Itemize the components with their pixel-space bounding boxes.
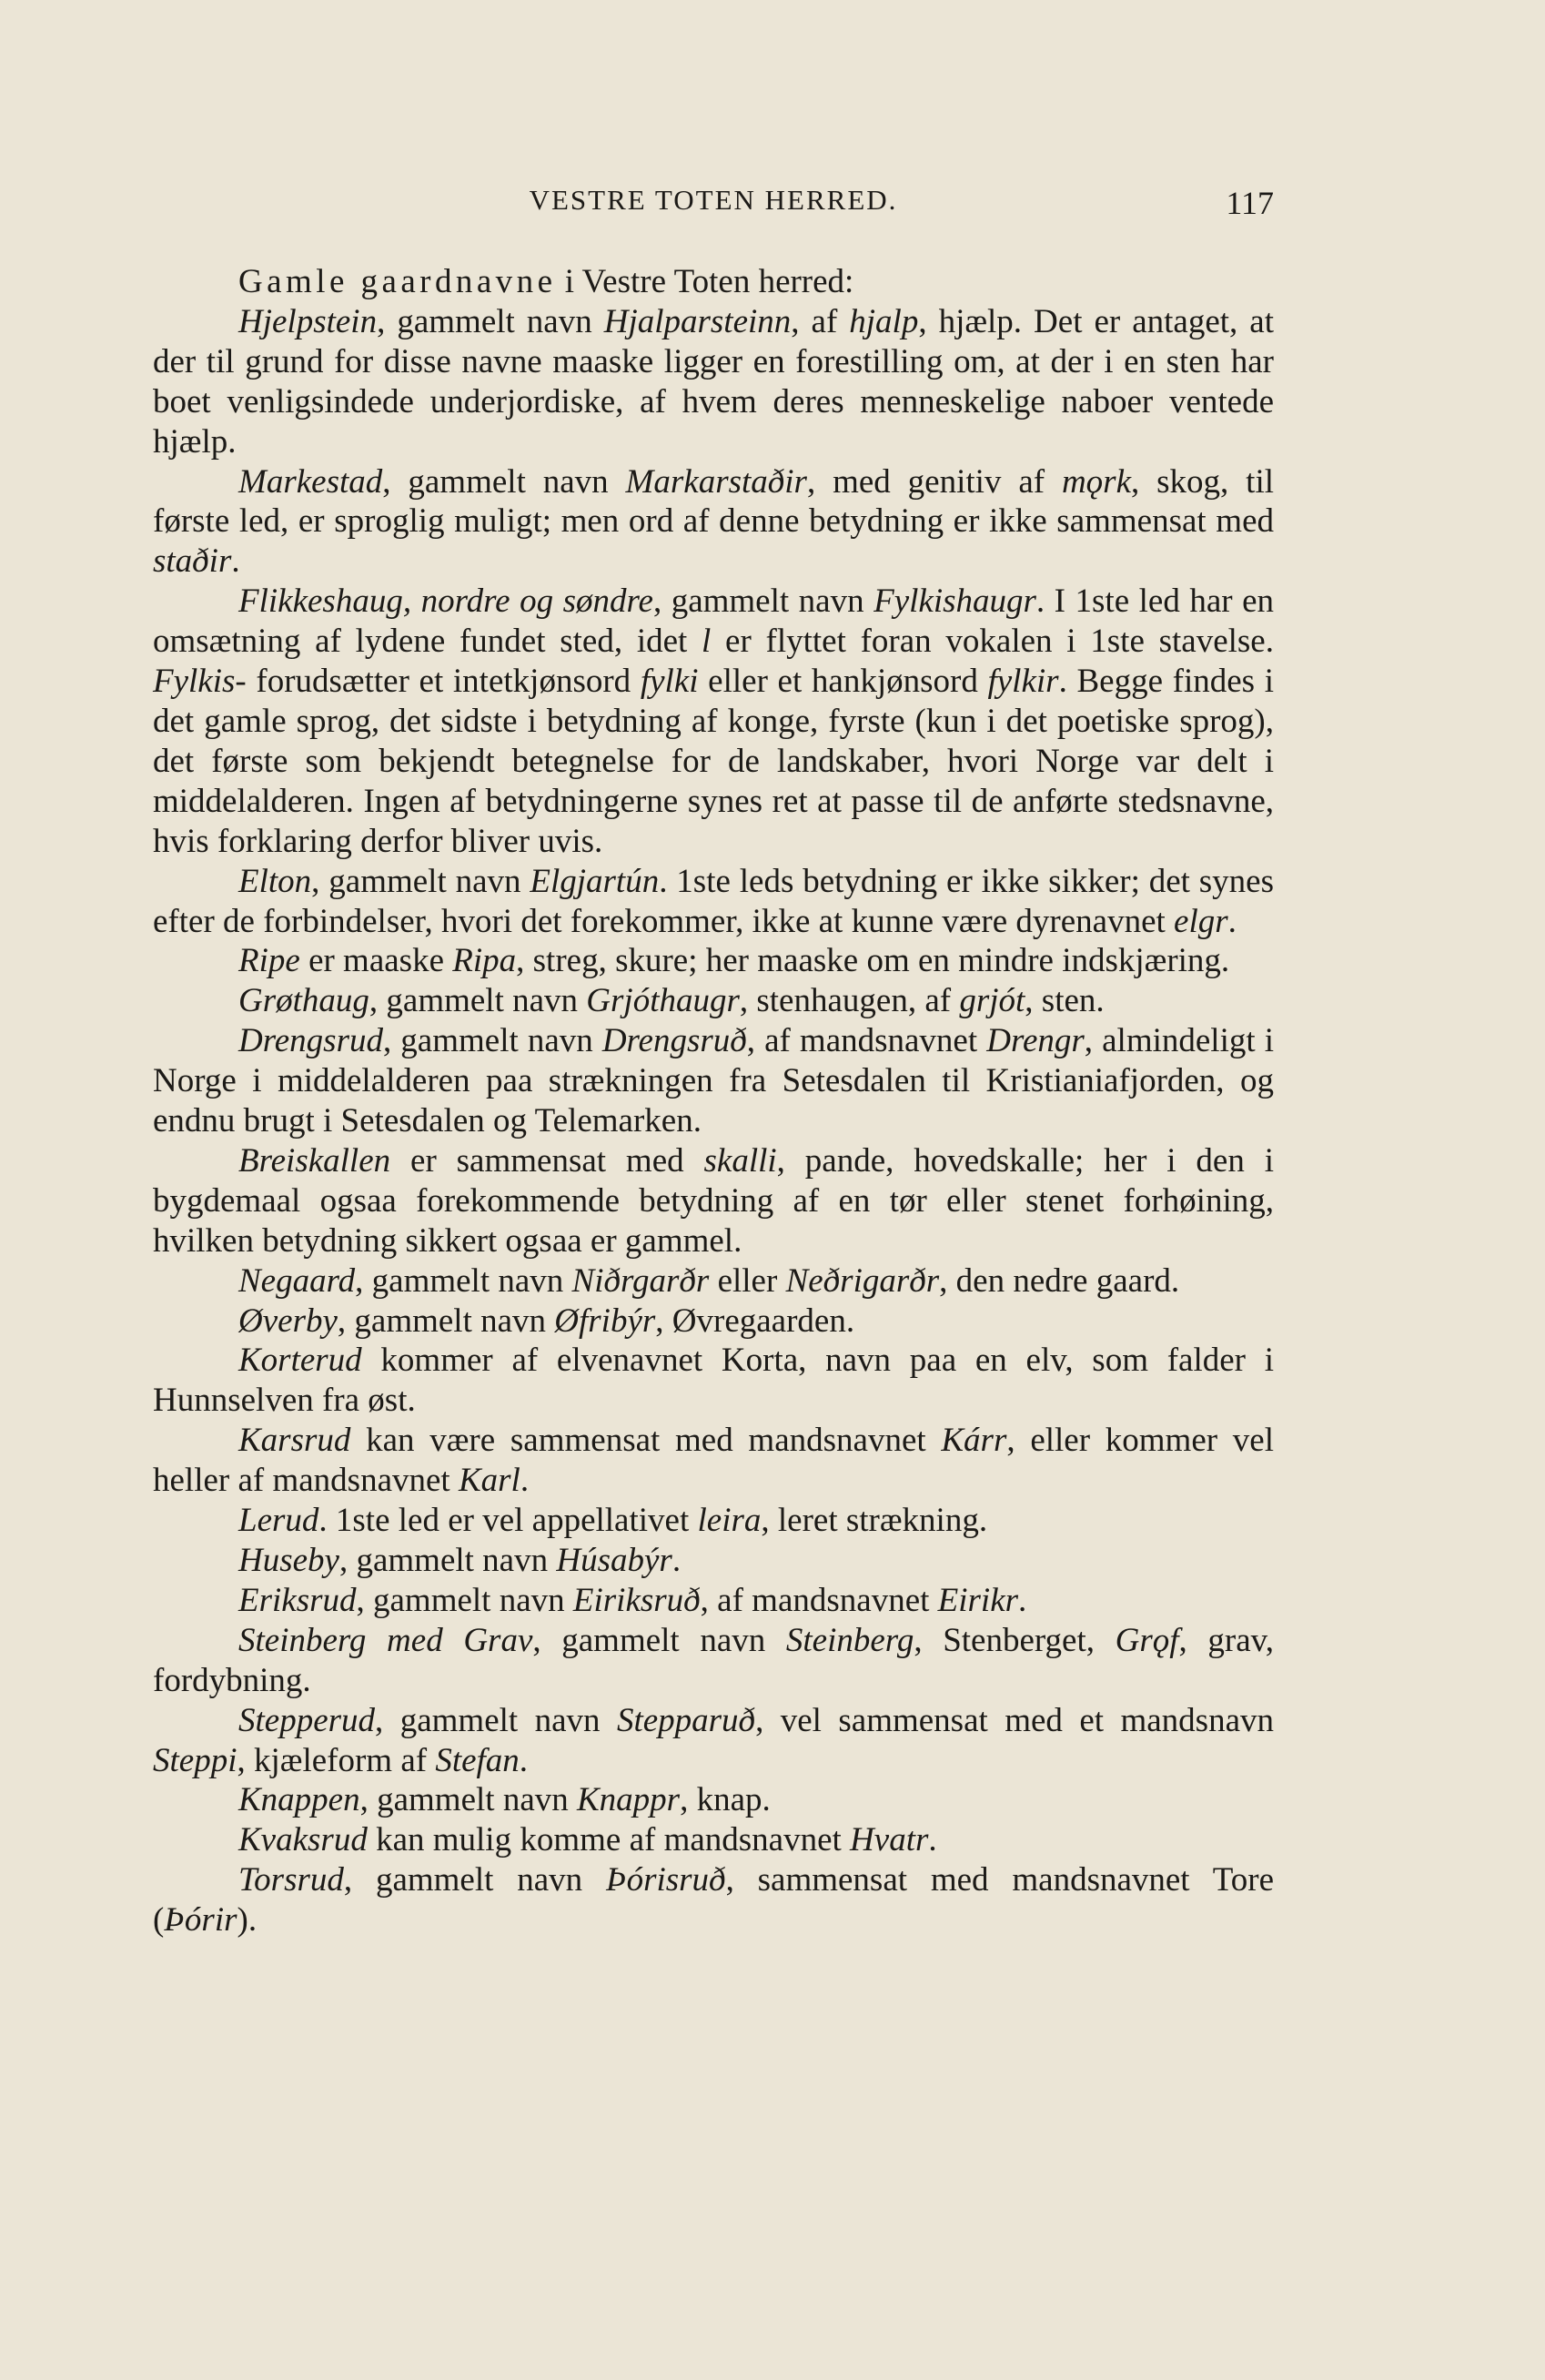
entry-paragraph [153,582,1274,861]
italic-term: Stefan [435,1741,520,1779]
italic-term: Drengsruð [601,1022,747,1060]
italic-term: fylki [640,663,699,701]
text-run: . [928,1821,937,1859]
entry-paragraph [153,1820,1274,1860]
text-run: , gammelt navn [311,862,530,900]
text-run: . Begge findes i det gamle sprog, det sidste i betydning af konge, fyrste (kun i det poetiske sprog), det første som bekjendt betegnelse for de landskaber, hvori Norge var delt i middelalderen. Ingen af betydningerne synes ret at passe til de anførte stedsnavne, hvis forklaring derfor bliver uvis. [153,663,1274,860]
section-lead-rest: i Vestre Toten herred: [556,263,854,300]
entry-paragraph [153,1141,1274,1261]
entry-paragraph [153,1301,1274,1342]
text-run: , gammelt navn [377,302,604,340]
entry-paragraph [153,1541,1274,1581]
italic-term: Huseby [238,1542,339,1579]
running-head: VESTRE TOTEN HERRED. [529,184,898,216]
text-run: ). [237,1901,258,1939]
italic-term: Steppi [153,1741,237,1779]
text-run: , gammelt navn [343,1861,606,1899]
entry-paragraph [153,1421,1274,1501]
text-run: , gammelt navn [369,982,587,1020]
entry-paragraph [153,1581,1274,1621]
page-header [153,184,1274,229]
italic-term: Steinberg [785,1621,914,1659]
text-run: er sammensat med [390,1141,704,1180]
text-run: , streg, skure; her maaske om en mindre indskjæring. [516,942,1230,980]
italic-term: Flikkeshaug, nordre og søndre [238,582,653,621]
text-run: . [672,1542,682,1579]
text-run: , med genitiv af [806,462,1062,501]
text-run: kommer af elvenavnet Korta, navn paa en elv, som falder i Hunnselven fra øst. [153,1342,1274,1420]
italic-term: Karl [458,1462,520,1500]
text-run: . 1ste led er vel appellativet [318,1502,698,1540]
entry-paragraph [153,302,1274,462]
italic-term: Drengr [986,1022,1085,1060]
italic-term: Øverby [238,1301,338,1340]
entry-paragraph [153,462,1274,582]
italic-term: mǫrk [1061,462,1131,501]
entry-paragraph [153,941,1274,981]
entry-paragraph [153,1701,1274,1781]
italic-term: Stepperud [238,1701,376,1739]
text-run: . [1227,902,1237,940]
text-run: , gammelt navn [359,1781,577,1819]
text-run: , Øvregaarden. [655,1301,855,1340]
italic-term: Grjóthaugr [586,982,740,1020]
italic-term: Elgjartún [530,862,660,900]
entry-paragraph [153,981,1274,1021]
text-run: , kjæleform af [237,1741,436,1779]
italic-term: Grǫf [1115,1621,1179,1659]
intro-paragraph [153,262,1274,302]
italic-term: Kvaksrud [238,1821,368,1859]
text-run: , gammelt navn [382,1022,602,1060]
italic-term: Knappr [577,1781,681,1819]
italic-term: hjalp [849,302,919,340]
entry-paragraph [153,862,1274,942]
text-run: , almindeligt i Norge i middelalderen paa strækningen fra Setesdalen til Kristianiafjorden, og endnu brugt i Setesdalen og Telemarken. [153,1022,1274,1140]
italic-term: Korterud [238,1342,362,1380]
text-run: , grav, fordybning. [153,1621,1275,1699]
italic-term: Torsrud [238,1861,344,1899]
page-number: 117 [1226,185,1274,221]
italic-term: Eirikr [937,1581,1019,1619]
italic-term: Ripa [452,942,517,980]
italic-term: Markarstaðir [625,462,807,501]
italic-term: Breiskallen [238,1141,391,1180]
text-run: , af mandsnavnet [746,1022,987,1060]
italic-term: Kárr [941,1422,1007,1460]
italic-term: Eriksrud [238,1581,357,1619]
text-run: , gammelt navn [375,1701,617,1739]
text-run: . 1ste leds betydning er ikke sikker; det synes efter de forbindelser, hvori det forekommer, ikke at kunne være dyrenavnet [153,862,1274,940]
entry-paragraph [153,1501,1274,1541]
italic-term: Þórir [164,1901,237,1939]
italic-term: Þórisruð [605,1861,726,1899]
text-run: . I 1ste led har en omsætning af lydene fundet sted, idet [153,582,1275,661]
italic-term: Stepparuð [616,1701,756,1739]
italic-term: Húsabýr [556,1542,672,1579]
text-run: er flyttet foran vokalen i 1ste stavelse. [711,623,1274,661]
text-run: , skog, til første led, er sproglig muligt; men ord af denne betydning er ikke sammensat med [153,462,1275,541]
italic-term: Hjelpstein [238,302,378,340]
italic-term: Ripe [238,942,300,980]
text-run: eller et hankjønsord [698,663,988,701]
italic-term: Fylkis- [153,663,247,701]
italic-term: Niðrgarðr [571,1261,710,1300]
text-run: , sammensat med mandsnavnet Tore ( [153,1861,1274,1939]
text-run: , stenhaugen, af [739,982,960,1020]
text-run: , gammelt navn [382,462,626,501]
text-run: , sten. [1025,982,1105,1020]
text-run: , Stenberget, [914,1621,1116,1659]
entry-paragraph [153,1261,1274,1301]
italic-term: Markestad [238,462,383,501]
entry-paragraph [153,1860,1274,1940]
text-run: , eller kommer vel heller af mandsnavnet [153,1422,1274,1500]
entry-paragraph [153,1621,1274,1701]
italic-term: elgr [1174,902,1228,940]
text-run: . [519,1741,529,1779]
italic-term: Steinberg med Grav [238,1621,533,1659]
text-run: , gammelt navn [652,582,874,621]
text-run: kan mulig komme af mandsnavnet [367,1821,851,1859]
text-run: , af mandsnavnet [700,1581,938,1619]
italic-term: Neðrigarðr [785,1261,940,1300]
italic-term: Hvatr [850,1821,929,1859]
text-run: , knap. [680,1781,771,1819]
text-run: , af [791,302,850,340]
text-run: , gammelt navn [337,1301,555,1340]
text-run: er maaske [299,942,453,980]
entry-list [153,302,1274,1940]
italic-term: skalli [703,1141,777,1180]
text-run: eller [709,1261,786,1300]
italic-term: Drengsrud [238,1022,383,1060]
italic-term: Øfribýr [554,1301,656,1340]
text-run: . [231,542,240,581]
entry-paragraph [153,1780,1274,1820]
italic-term: Negaard [238,1261,356,1300]
text-run: , gammelt navn [356,1581,573,1619]
text-run: . [1018,1581,1027,1619]
text-run: , gammelt navn [355,1261,572,1300]
section-lead: Gamle gaardnavne [238,263,557,300]
italic-term: Elton [238,862,312,900]
text-run: . [520,1462,530,1500]
italic-term: Eiriksruð [572,1581,701,1619]
text-run: , hjælp. Det er antaget, at der til grund for disse navne maaske ligger en forestilling om, at der i en sten har boet venligsindede underjordiske, af hvem deres menneskelige naboer ventede hjælp. [153,302,1274,461]
text-run: kan være sammensat med mandsnavnet [350,1422,942,1460]
text-run: , den nedre gaard. [939,1261,1180,1300]
text-run: , gammelt navn [338,1542,557,1579]
italic-term: Fylkishaugr [873,582,1036,621]
italic-term: l [702,623,712,661]
italic-term: Grøthaug [238,982,369,1020]
italic-term: staðir [153,542,232,581]
body-text [153,262,1274,1940]
text-run: forudsætter et intetkjønsord [246,663,641,701]
italic-term: fylkir [987,663,1059,701]
italic-term: Lerud [238,1502,319,1540]
italic-term: Knappen [238,1781,360,1819]
text-run: , vel sammensat med et mandsnavn [755,1701,1274,1739]
text-run: , gammelt navn [532,1621,786,1659]
italic-term: Karsrud [238,1422,351,1460]
entry-paragraph [153,1341,1274,1421]
italic-term: Hjalparsteinn [603,302,792,340]
entry-paragraph [153,1021,1274,1141]
text-run: , pande, hovedskalle; her i den i bygdemaal ogsaa forekommende betydning af en tør eller stenet forhøining, hvilken betydning sikkert ogsaa er gammel. [153,1141,1274,1260]
text-run: , leret strækning. [761,1502,988,1540]
italic-term: leira [697,1502,762,1540]
italic-term: grjót [959,982,1025,1020]
